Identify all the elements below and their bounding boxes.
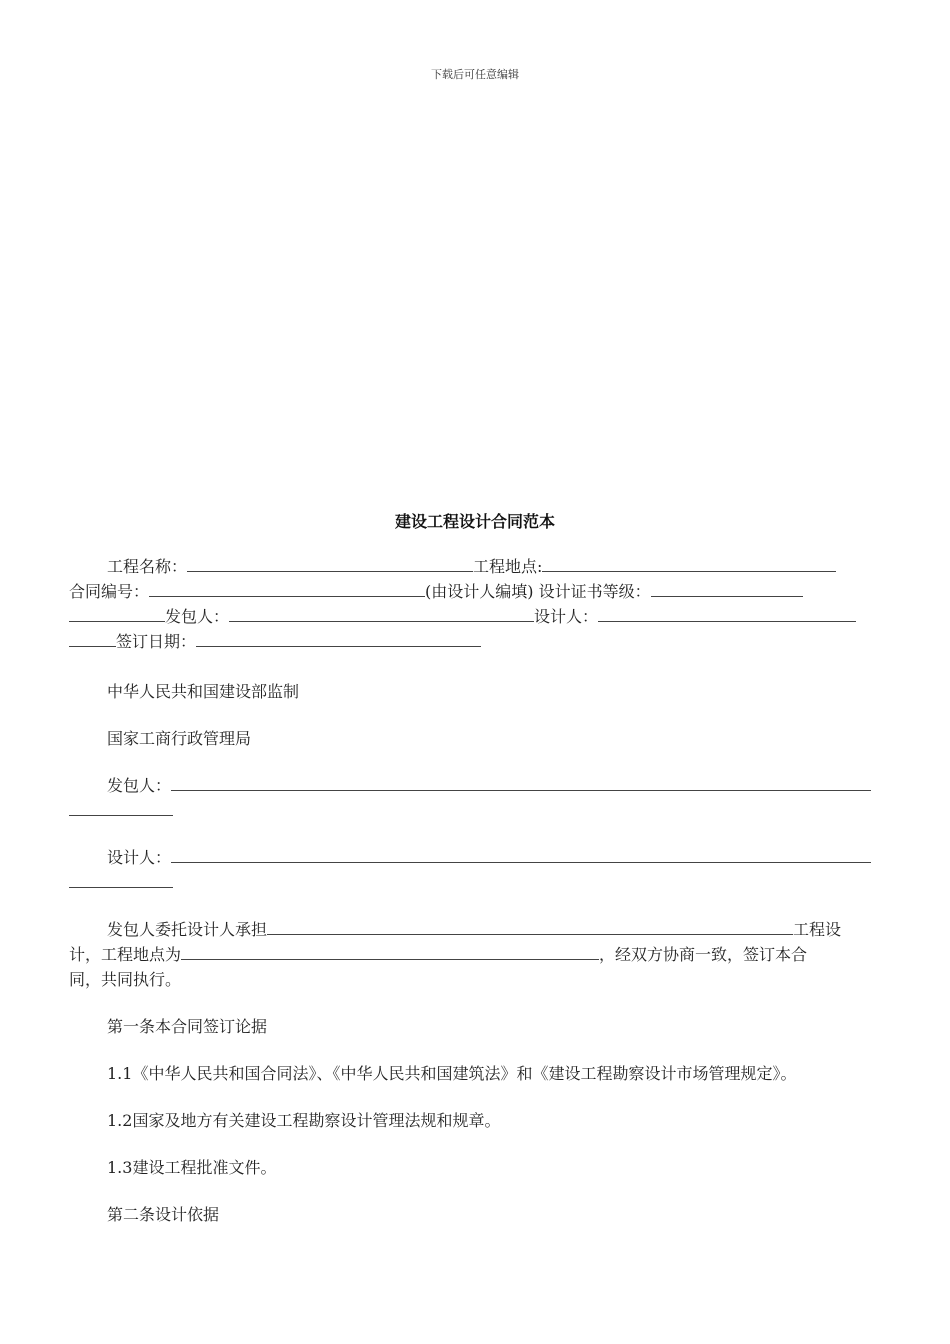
project-location-label: 工程地点:	[473, 557, 543, 576]
entrust-location-blank[interactable]	[181, 943, 599, 960]
info-line-4	[69, 629, 883, 654]
bureau-text: 国家工商行政管理局	[107, 729, 252, 748]
clause-1-1: 1.1《中华人民共和国合同法》、《中华人民共和国建筑法》和《建设工程勘察设计市场管理规定》。	[107, 1064, 797, 1083]
project-location-blank[interactable]	[542, 555, 836, 572]
entrust-part4: ，经双方协商一致，签订本合	[599, 945, 808, 964]
project-name-blank[interactable]	[187, 555, 473, 572]
party-designer-block	[69, 845, 883, 895]
party-designer-blank[interactable]	[171, 846, 871, 863]
document-title: 建设工程设计合同范本	[394, 512, 555, 531]
entrust-part5: 同，共同执行。	[69, 970, 182, 989]
designer-blank[interactable]	[598, 605, 856, 622]
project-name-label: 工程名称：	[107, 557, 188, 576]
contract-no-note: (由设计人编填)	[425, 582, 534, 601]
entrust-part3: 计，工程地点为	[69, 945, 182, 964]
document-body	[69, 554, 883, 1227]
info-line-1	[69, 554, 883, 579]
contract-no-blank[interactable]	[149, 580, 425, 597]
info-line-3	[69, 604, 883, 629]
designer-blank-cont[interactable]	[69, 630, 116, 647]
clause-1-3: 1.3建设工程批准文件。	[107, 1158, 277, 1177]
designer-label: 设计人：	[534, 607, 599, 626]
sign-date-blank[interactable]	[196, 630, 481, 647]
info-line-2	[69, 579, 883, 604]
cert-grade-blank[interactable]	[651, 580, 803, 597]
entrust-part1: 发包人委托设计人承担	[107, 920, 268, 939]
entrust-part2: 工程设	[793, 920, 842, 939]
employer-blank[interactable]	[229, 605, 534, 622]
sign-date-label: 签订日期：	[116, 632, 197, 651]
entrust-project-blank[interactable]	[267, 918, 793, 935]
supervision-text: 中华人民共和国建设部监制	[107, 682, 300, 701]
party-employer-blank-cont[interactable]	[69, 799, 173, 816]
header-note: 下载后可任意编辑	[431, 68, 519, 81]
cert-grade-blank-cont[interactable]	[69, 605, 165, 622]
party-employer-blank[interactable]	[171, 774, 871, 791]
employer-label: 发包人：	[165, 607, 230, 626]
party-designer-label: 设计人：	[107, 848, 172, 867]
contract-no-label: 合同编号：	[69, 582, 150, 601]
party-employer-block	[69, 773, 883, 823]
party-designer-blank-cont[interactable]	[69, 871, 173, 888]
clause-1-2: 1.2国家及地方有关建设工程勘察设计管理法规和规章。	[107, 1111, 501, 1130]
article-1-heading: 第一条本合同签订论据	[107, 1017, 268, 1036]
entrust-paragraph	[69, 917, 883, 992]
cert-grade-label: 设计证书等级：	[538, 582, 651, 601]
article-2-heading: 第二条设计依据	[107, 1205, 220, 1224]
party-employer-label: 发包人：	[107, 776, 172, 795]
